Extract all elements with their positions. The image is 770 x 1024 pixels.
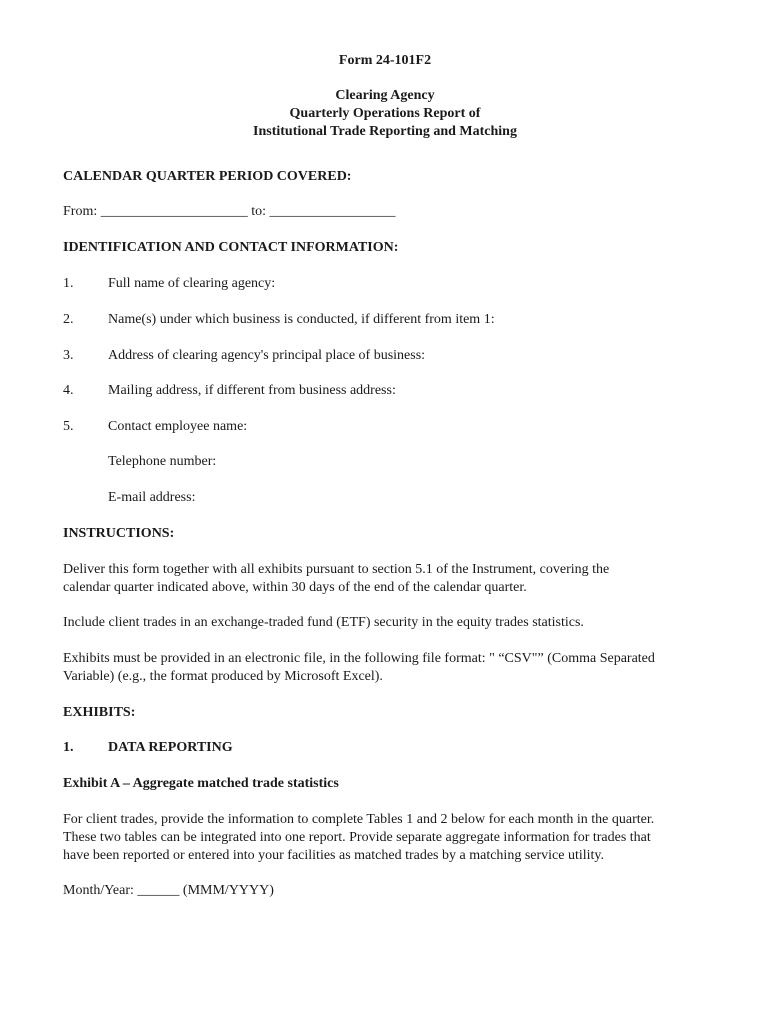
item-number: 1. [63, 276, 74, 291]
period-heading: CALENDAR QUARTER PERIOD COVERED: [63, 169, 352, 184]
item-number: 5. [63, 419, 74, 434]
exhibit-a-para-line-3: have been reported or entered into your facilities as matched trades by a matching service utility. [63, 848, 604, 863]
item-number: 2. [63, 312, 74, 327]
telephone-label: Telephone number: [108, 454, 217, 469]
form-number: Form 24-101F2 [338, 53, 432, 68]
form-title-line-3: Institutional Trade Reporting and Matching [253, 124, 517, 139]
form-title-line-1: Clearing Agency [335, 88, 435, 103]
instructions-para-3-line-2: Variable) (e.g., the format produced by Microsoft Excel). [63, 669, 383, 684]
item-full-name-label: Full name of clearing agency: [108, 276, 276, 291]
item-contact-name-label: Contact employee name: [108, 419, 248, 434]
instructions-para-3-line-1: Exhibits must be provided in an electronic file, in the following file format: " “CSV"” (Comma Separated [63, 651, 655, 666]
item-number: 3. [63, 348, 74, 363]
section-number: 1. [63, 740, 74, 755]
exhibit-a-para-line-1: For client trades, provide the information to complete Tables 1 and 2 below for each month in the quarter. [63, 812, 655, 827]
instructions-heading: INSTRUCTIONS: [63, 526, 175, 541]
instructions-para-2: Include client trades in an exchange-traded fund (ETF) security in the equity trades statistics. [63, 615, 584, 630]
exhibits-heading: EXHIBITS: [63, 705, 136, 720]
month-year-line: Month/Year: ______ (MMM/YYYY) [63, 883, 274, 898]
exhibit-a-para-line-2: These two tables can be integrated into one report. Provide separate aggregate information for trades that [63, 830, 651, 845]
email-label: E-mail address: [108, 490, 196, 505]
instructions-para-1-line-1: Deliver this form together with all exhibits pursuant to section 5.1 of the Instrument, covering the [63, 562, 610, 577]
section-title: DATA REPORTING [108, 740, 233, 755]
item-number: 4. [63, 383, 74, 398]
form-title-line-2: Quarterly Operations Report of [289, 106, 481, 121]
item-principal-address-label: Address of clearing agency's principal place of business: [108, 348, 426, 363]
exhibit-a-title: Exhibit A – Aggregate matched trade statistics [63, 776, 339, 791]
identification-heading: IDENTIFICATION AND CONTACT INFORMATION: [63, 240, 399, 255]
item-business-names-label: Name(s) under which business is conducted, if different from item 1: [108, 312, 495, 327]
instructions-para-1-line-2: calendar quarter indicated above, within 30 days of the end of the calendar quarter. [63, 580, 527, 595]
item-mailing-address-label: Mailing address, if different from business address: [108, 383, 396, 398]
period-from-to-line: From: _____________________ to: __________________ [63, 204, 396, 219]
